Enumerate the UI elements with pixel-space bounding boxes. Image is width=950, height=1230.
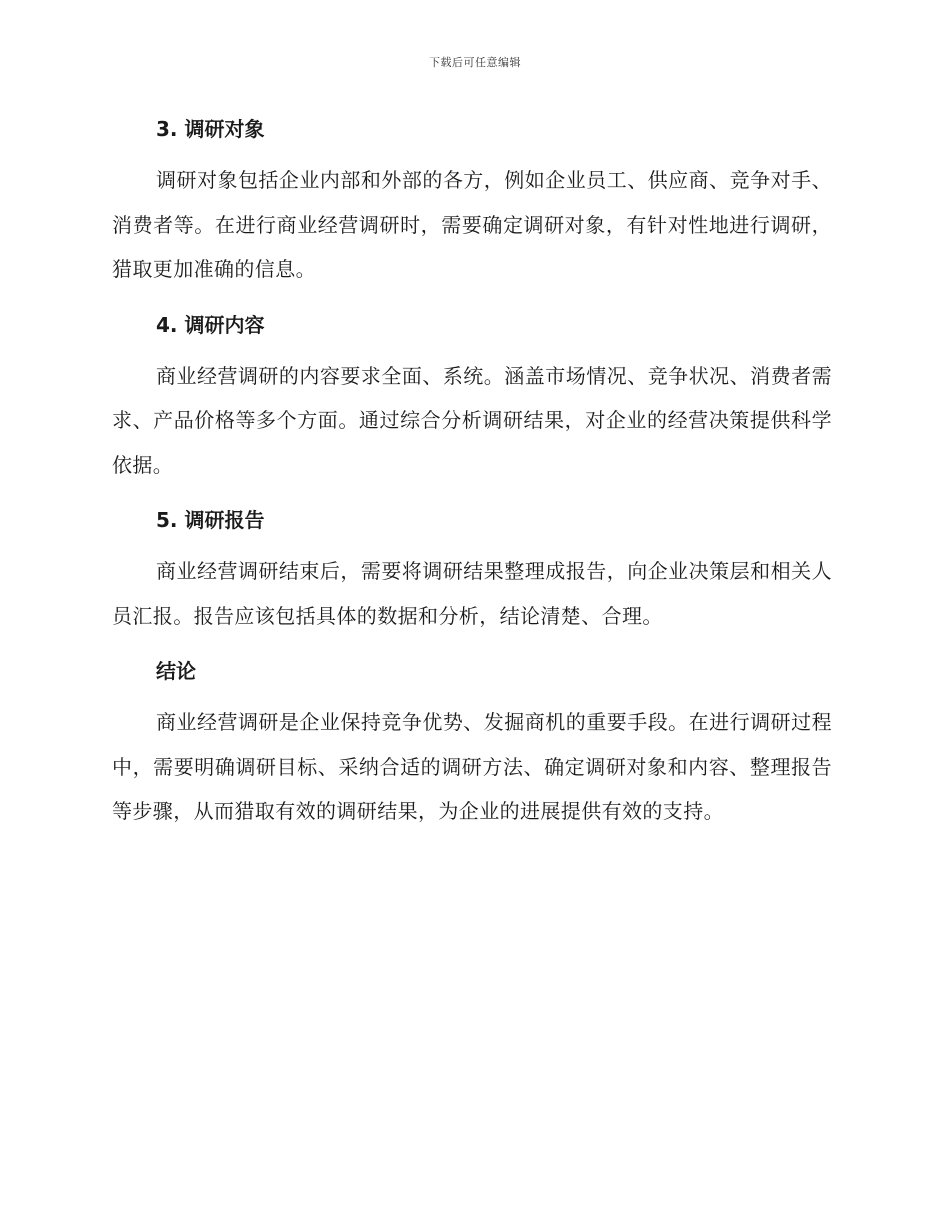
section-research-report bbox=[112, 501, 832, 638]
section-paragraph: 商业经营调研的内容要求全面、系统。涵盖市场情况、竞争状况、消费者需求、产品价格等多个方面。通过综合分析调研结果，对企业的经营决策提供科学依据。 bbox=[112, 363, 832, 477]
section-paragraph: 调研对象包括企业内部和外部的各方，例如企业员工、供应商、竞争对手、消费者等。在进行商业经营调研时，需要确定调研对象，有针对性地进行调研，猎取更加准确的信息。 bbox=[112, 168, 832, 281]
section-conclusion bbox=[112, 652, 832, 834]
section-heading: 3. 调研对象 bbox=[156, 117, 265, 141]
section-research-objects bbox=[112, 110, 832, 292]
document-body bbox=[112, 110, 832, 848]
section-paragraph: 商业经营调研结束后，需要将调研结果整理成报告，向企业决策层和相关人员汇报。报告应该包括具体的数据和分析，结论清楚、合理。 bbox=[112, 559, 832, 628]
section-paragraph: 商业经营调研是企业保持竞争优势、发掘商机的重要手段。在进行调研过程中，需要明确调研目标、采纳合适的调研方法、确定调研对象和内容、整理报告等步骤，从而猎取有效的调研结果，为企业的进展提供有效的支持。 bbox=[112, 710, 832, 823]
section-research-content bbox=[112, 306, 832, 488]
section-heading: 结论 bbox=[156, 659, 196, 683]
section-heading: 5. 调研报告 bbox=[156, 508, 265, 532]
section-heading: 4. 调研内容 bbox=[156, 312, 265, 337]
page-header: 下载后可任意编辑 bbox=[429, 56, 521, 69]
